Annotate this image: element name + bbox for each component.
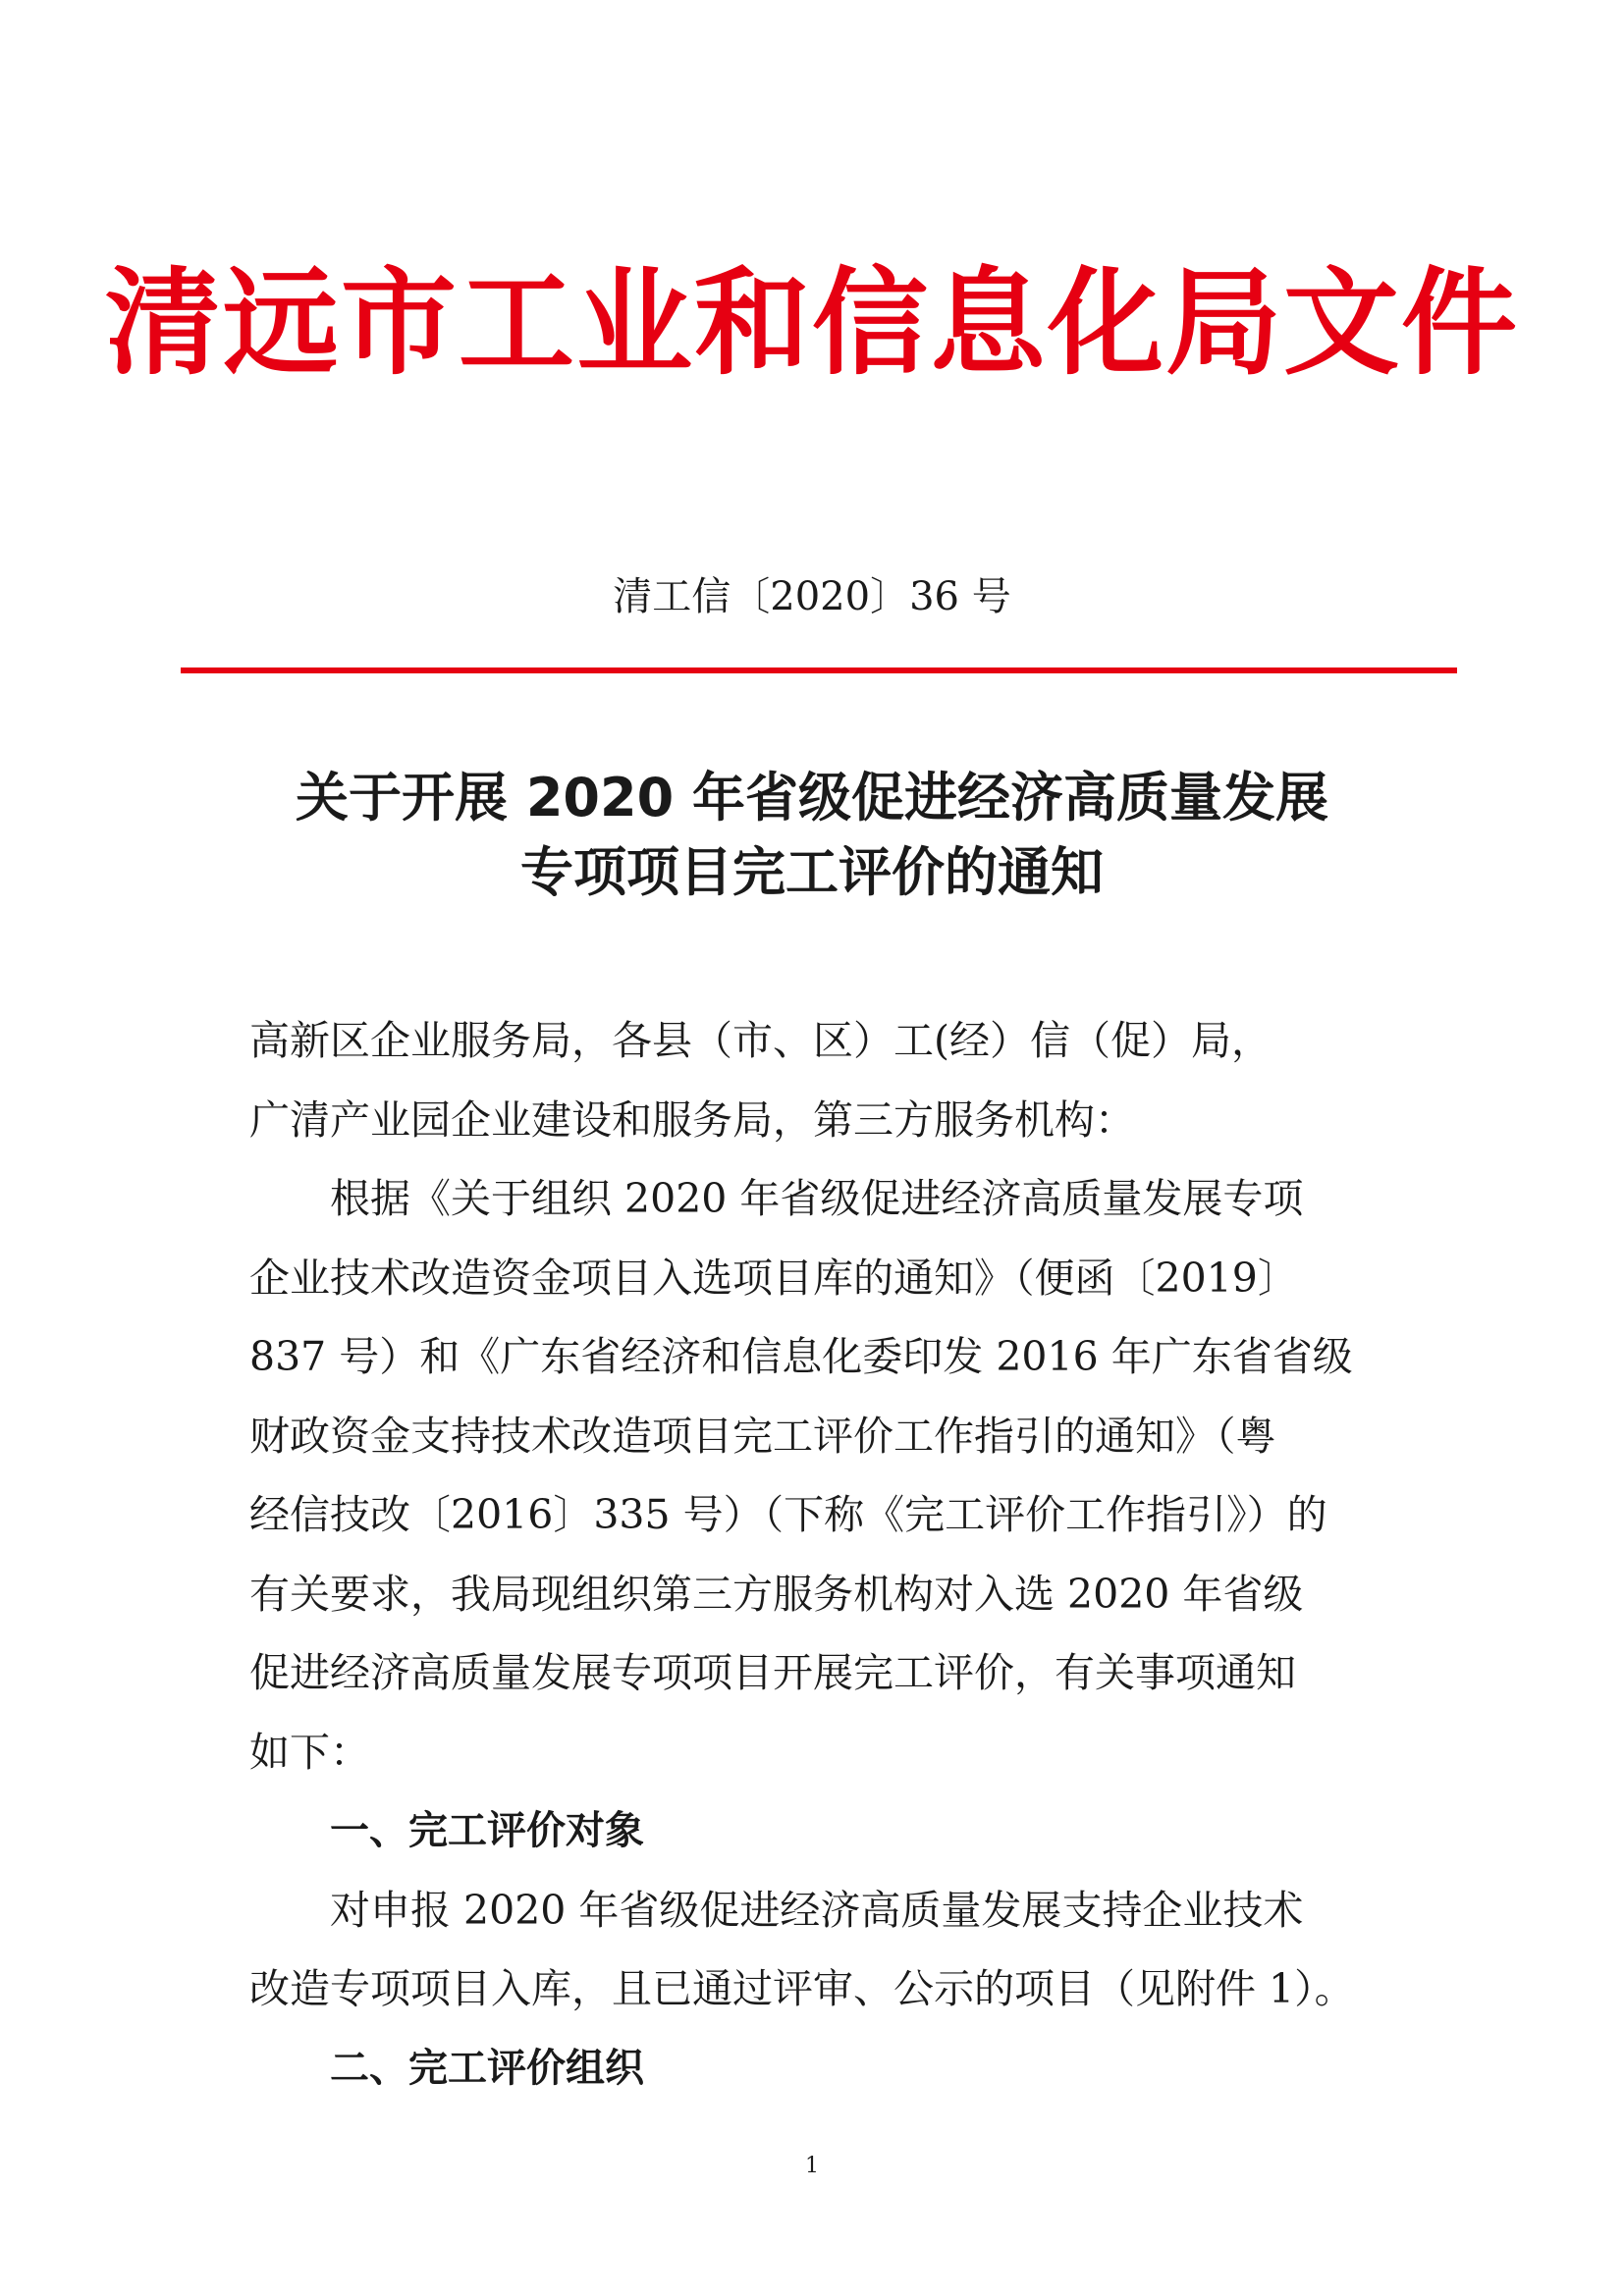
- page-number: 1: [805, 2154, 819, 2178]
- section-heading-2: 二、完工评价组织: [330, 2045, 644, 2091]
- addressee-line-2: 广清产业园企业建设和服务局，第三方服务机构：: [249, 1095, 1135, 1144]
- document-title-line-2: 专项项目完工评价的通知: [520, 841, 1104, 903]
- header-red-rule: [181, 667, 1457, 673]
- body-paragraph-line: 财政资金支持技术改造项目完工评价工作指引的通知》（粤: [249, 1412, 1276, 1460]
- body-paragraph-line: 促进经济高质量发展专项项目开展完工评价，有关事项通知: [249, 1649, 1296, 1696]
- body-paragraph-line: 837 号）和《广东省经济和信息化委印发 2016 年广东省省级: [249, 1333, 1353, 1380]
- section-1-line: 改造专项项目入库，且已通过评审、公示的项目（见附件 1）。: [249, 1965, 1355, 2012]
- document-header-org-title: 清远市工业和信息化局文件: [104, 254, 1519, 391]
- addressee-line-1: 高新区企业服务局，各县（市、区）工(经）信（促）局，: [249, 1017, 1272, 1064]
- document-number: 清工信〔2020〕36 号: [613, 574, 1011, 619]
- document-body: [249, 1001, 1386, 2108]
- body-paragraph-line: 如下：: [249, 1728, 370, 1776]
- body-paragraph-line: 企业技术改造资金项目入选项目库的通知》（便函〔2019〕: [249, 1254, 1298, 1302]
- section-1-line: 对申报 2020 年省级促进经济高质量发展支持企业技术: [330, 1886, 1304, 1934]
- document-title: [0, 761, 1624, 910]
- body-paragraph-line: 有关要求，我局现组织第三方服务机构对入选 2020 年省级: [249, 1570, 1304, 1618]
- document-title-line-1: 关于开展 2020 年省级促进经济高质量发展: [296, 767, 1328, 828]
- body-paragraph-line: 根据《关于组织 2020 年省级促进经济高质量发展专项: [330, 1175, 1304, 1222]
- body-paragraph-line: 经信技改〔2016〕335 号）（下称《完工评价工作指引》）的: [249, 1491, 1327, 1538]
- section-heading-1: 一、完工评价对象: [330, 1808, 644, 1853]
